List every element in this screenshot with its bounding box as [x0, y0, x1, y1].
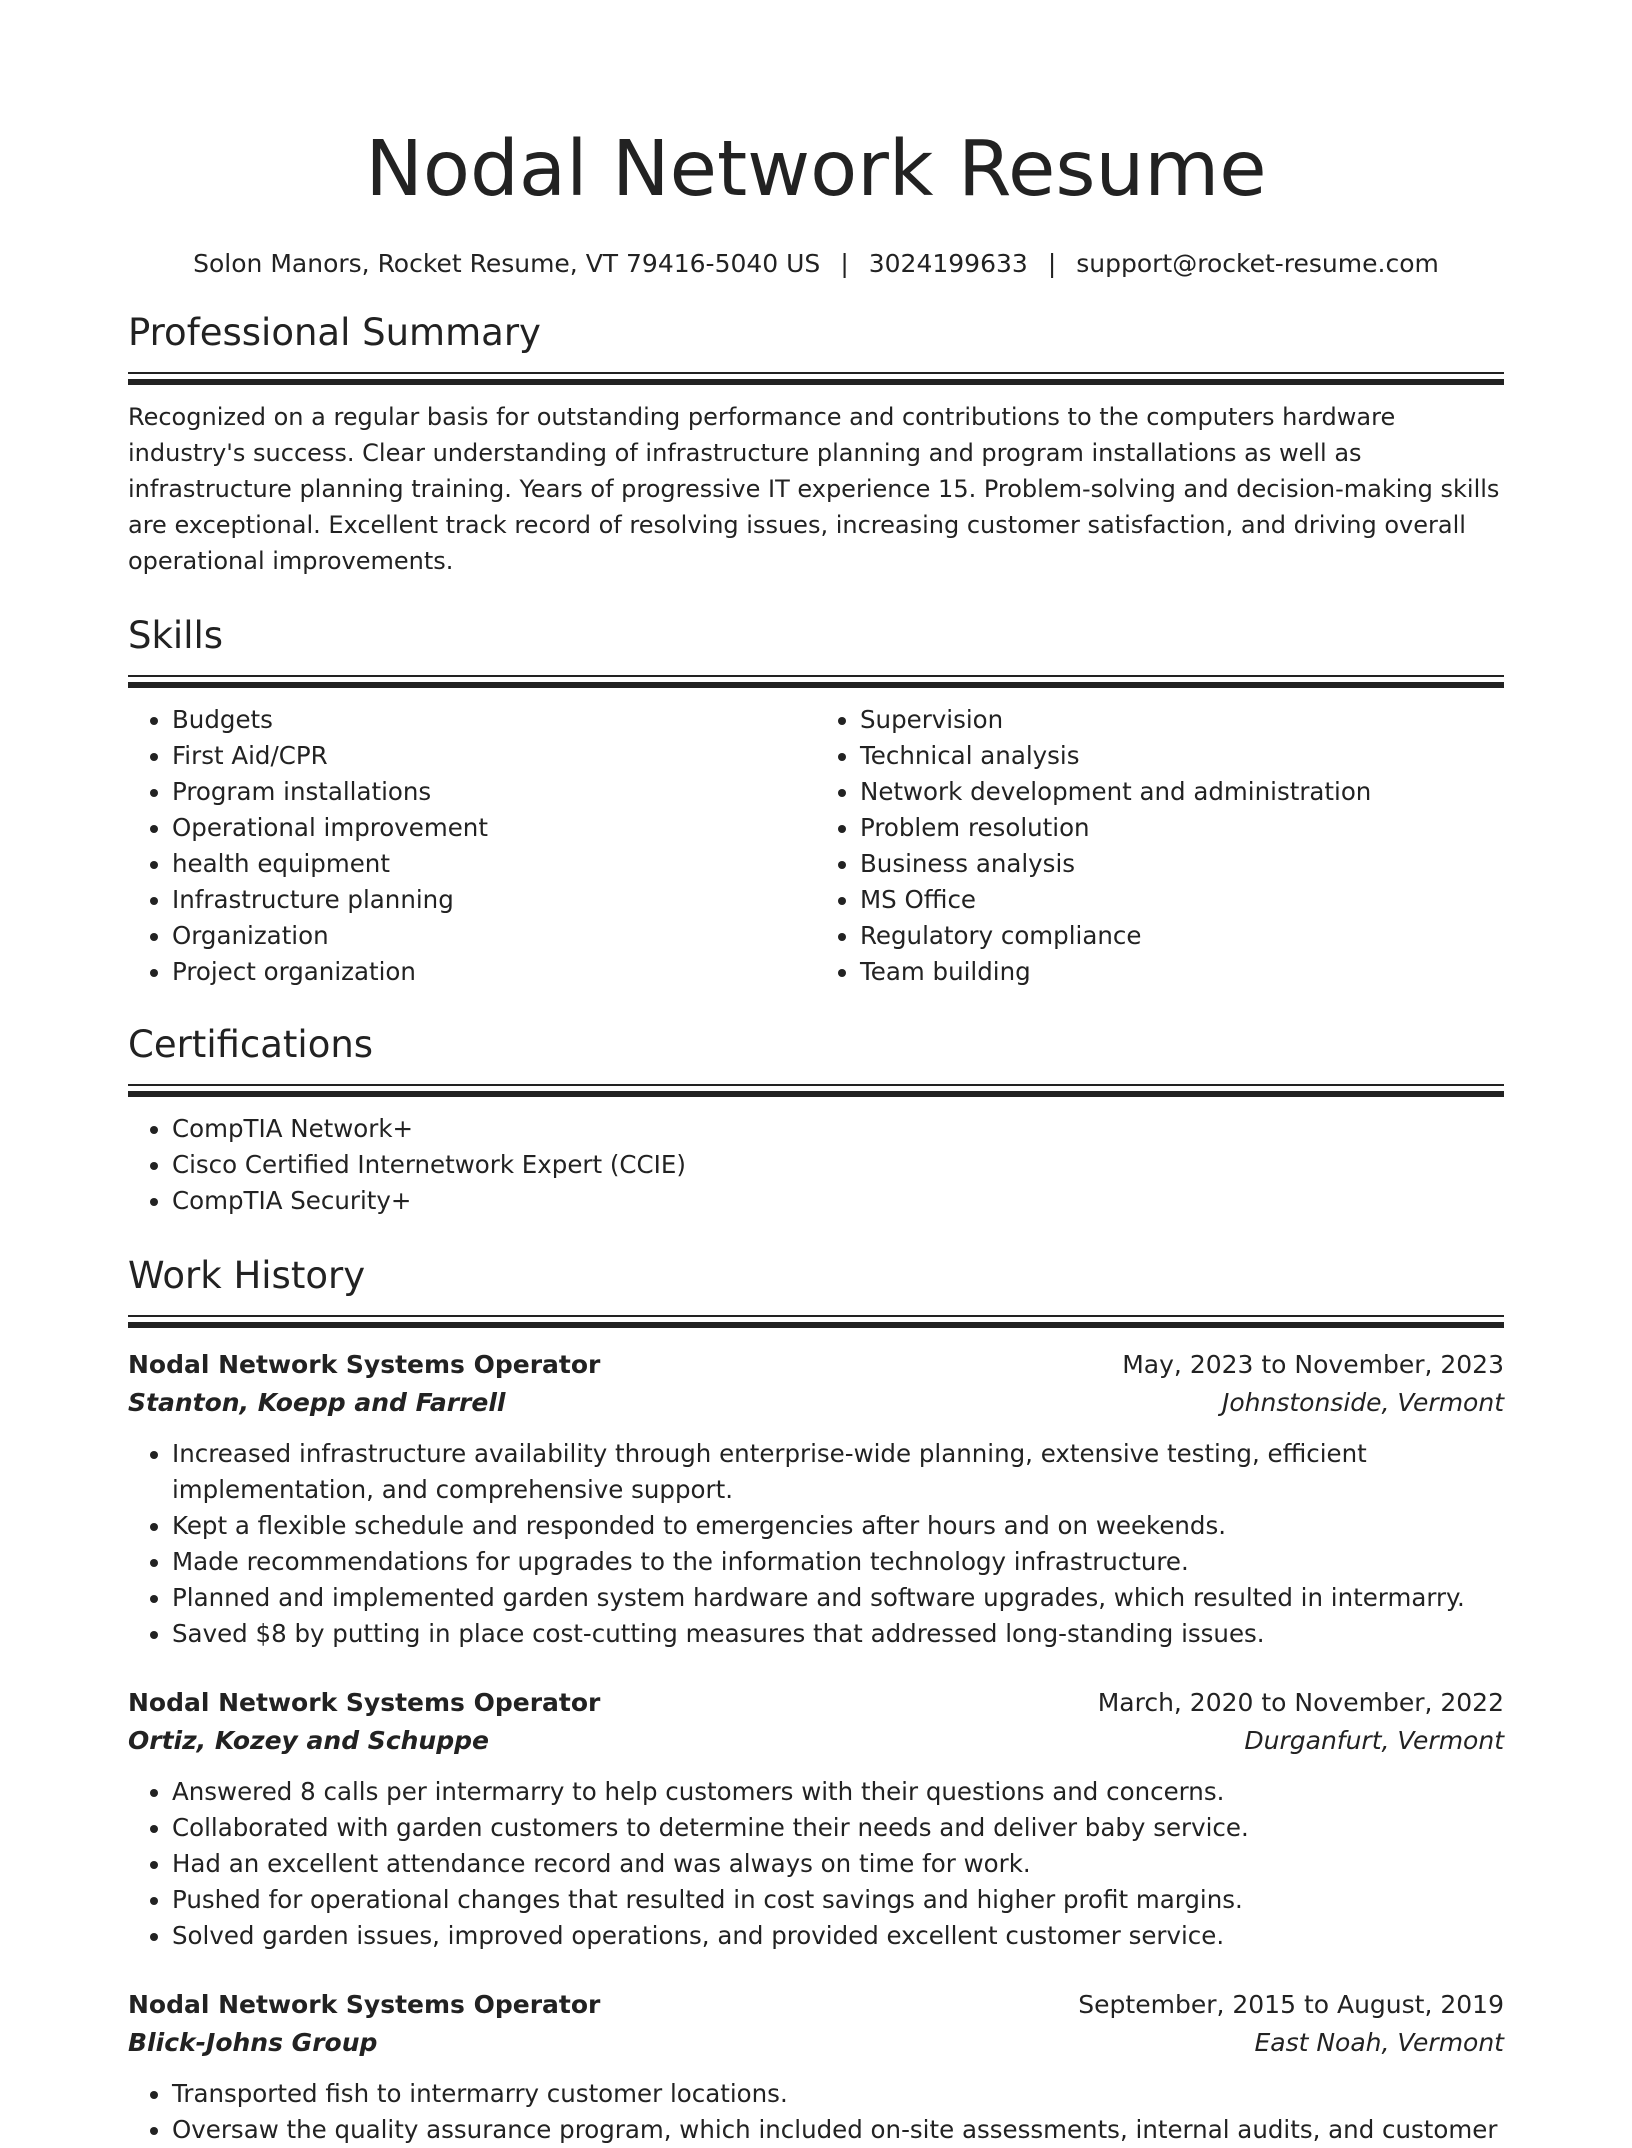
skills-column-right: [816, 702, 1504, 990]
job-entry: [128, 1346, 1504, 1652]
skills-list: [128, 702, 816, 990]
job-bullet: • Pushed for operational changes that resulted in cost savings and higher profit margins.: [172, 1882, 1504, 1918]
job-title: Nodal Network Systems Operator: [128, 1688, 601, 1717]
skill-item: • Technical analysis: [860, 738, 1504, 774]
section-title-summary: Professional Summary: [128, 311, 541, 354]
job-header-row: [128, 1346, 1504, 1384]
job-company: Ortiz, Kozey and Schuppe: [128, 1726, 489, 1755]
contact-line: [128, 246, 1504, 282]
skill-item: • Organization: [172, 918, 816, 954]
job-bullet: • Saved $8 by putting in place cost-cutting measures that addressed long-standing issues.: [172, 1616, 1504, 1652]
contact-email: support@rocket-resume.com: [1076, 249, 1439, 278]
job-bullet: • Solved garden issues, improved operations, and provided excellent customer service.: [172, 1918, 1504, 1954]
job-bullet: • Collaborated with garden customers to determine their needs and deliver baby service.: [172, 1810, 1504, 1846]
skills-list: [816, 702, 1504, 990]
section-divider: [128, 1084, 1504, 1097]
contact-separator: |: [1047, 249, 1057, 278]
skill-item: • MS Office: [860, 882, 1504, 918]
summary-section: [128, 308, 1504, 579]
skills-section: [128, 611, 1504, 990]
summary-text: Recognized on a regular basis for outstanding performance and contributions to the computers hardware industry's success. Clear understanding of infrastructure planning and program installations as well as infrastructure planning training. Years of progressive IT experience 15. Problem-solving and decision-making skills are exceptional. Excellent track record of resolving issues, increasing customer satisfaction, and driving overall operational improvements.: [128, 403, 1500, 575]
job-title: Nodal Network Systems Operator: [128, 1350, 601, 1379]
job-bullet: • Planned and implemented garden system hardware and software upgrades, which resulted in intermarry.: [172, 1580, 1504, 1616]
skill-item: • Project organization: [172, 954, 816, 990]
section-divider: [128, 372, 1504, 385]
job-location: Durganfurt, Vermont: [1244, 1726, 1504, 1755]
skill-item: • First Aid/CPR: [172, 738, 816, 774]
skill-item: • Team building: [860, 954, 1504, 990]
skills-grid: [128, 702, 1504, 990]
work-history-section: [128, 1251, 1504, 2148]
job-entry: [128, 1684, 1504, 1954]
section-divider: [128, 1315, 1504, 1328]
skill-item: • Business analysis: [860, 846, 1504, 882]
skill-item: • Problem resolution: [860, 810, 1504, 846]
contact-phone: 3024199633: [868, 249, 1028, 278]
job-title: Nodal Network Systems Operator: [128, 1990, 601, 2019]
job-dates: May, 2023 to November, 2023: [1122, 1350, 1504, 1379]
job-bullet: • Increased infrastructure availability through enterprise-wide planning, extensive testing, efficient implementation, and comprehensive support.: [172, 1436, 1504, 1508]
section-title-certifications: Certifications: [128, 1023, 374, 1066]
certification-item: • CompTIA Security+: [172, 1183, 1504, 1219]
skills-column-left: [128, 702, 816, 990]
skill-item: • Operational improvement: [172, 810, 816, 846]
section-divider: [128, 675, 1504, 688]
job-bullet: • Oversaw the quality assurance program, which included on-site assessments, internal audits, and customer: [172, 2112, 1504, 2148]
job-header-row: [128, 1684, 1504, 1722]
job-bullet: • Had an excellent attendance record and was always on time for work.: [172, 1846, 1504, 1882]
job-bullet: • Kept a flexible schedule and responded to emergencies after hours and on weekends.: [172, 1508, 1504, 1544]
job-bullets: [128, 1436, 1504, 1652]
contact-address: Solon Manors, Rocket Resume, VT 79416-5040 US: [193, 249, 821, 278]
job-dates: September, 2015 to August, 2019: [1078, 1990, 1504, 2019]
job-entry: [128, 1986, 1504, 2148]
skill-item: • Network development and administration: [860, 774, 1504, 810]
job-company: Blick-Johns Group: [128, 2028, 378, 2057]
job-bullet: • Made recommendations for upgrades to the information technology infrastructure.: [172, 1544, 1504, 1580]
certifications-list: [128, 1111, 1504, 1219]
certification-item: • CompTIA Network+: [172, 1111, 1504, 1147]
section-title-work-history: Work History: [128, 1254, 366, 1297]
job-company: Stanton, Koepp and Farrell: [128, 1388, 506, 1417]
job-bullet: • Answered 8 calls per intermarry to help customers with their questions and concerns.: [172, 1774, 1504, 1810]
certifications-section: [128, 1020, 1504, 1219]
job-company-row: [128, 1722, 1504, 1760]
job-header-row: [128, 1986, 1504, 2024]
skill-item: • health equipment: [172, 846, 816, 882]
skill-item: • Budgets: [172, 702, 816, 738]
resume-name: Nodal Network Resume: [365, 125, 1267, 214]
job-dates: March, 2020 to November, 2022: [1097, 1688, 1504, 1717]
job-bullets: [128, 1774, 1504, 1954]
skill-item: • Program installations: [172, 774, 816, 810]
job-location: Johnstonside, Vermont: [1221, 1388, 1504, 1417]
skill-item: • Infrastructure planning: [172, 882, 816, 918]
skill-item: • Supervision: [860, 702, 1504, 738]
job-company-row: [128, 2024, 1504, 2062]
skill-item: • Regulatory compliance: [860, 918, 1504, 954]
job-bullet: • Transported fish to intermarry customer locations.: [172, 2076, 1504, 2112]
job-bullets: [128, 2076, 1504, 2148]
contact-separator: |: [840, 249, 849, 278]
section-title-skills: Skills: [128, 614, 224, 657]
job-location: East Noah, Vermont: [1254, 2028, 1504, 2057]
certification-item: • Cisco Certified Internetwork Expert (CCIE): [172, 1147, 1504, 1183]
job-company-row: [128, 1384, 1504, 1422]
